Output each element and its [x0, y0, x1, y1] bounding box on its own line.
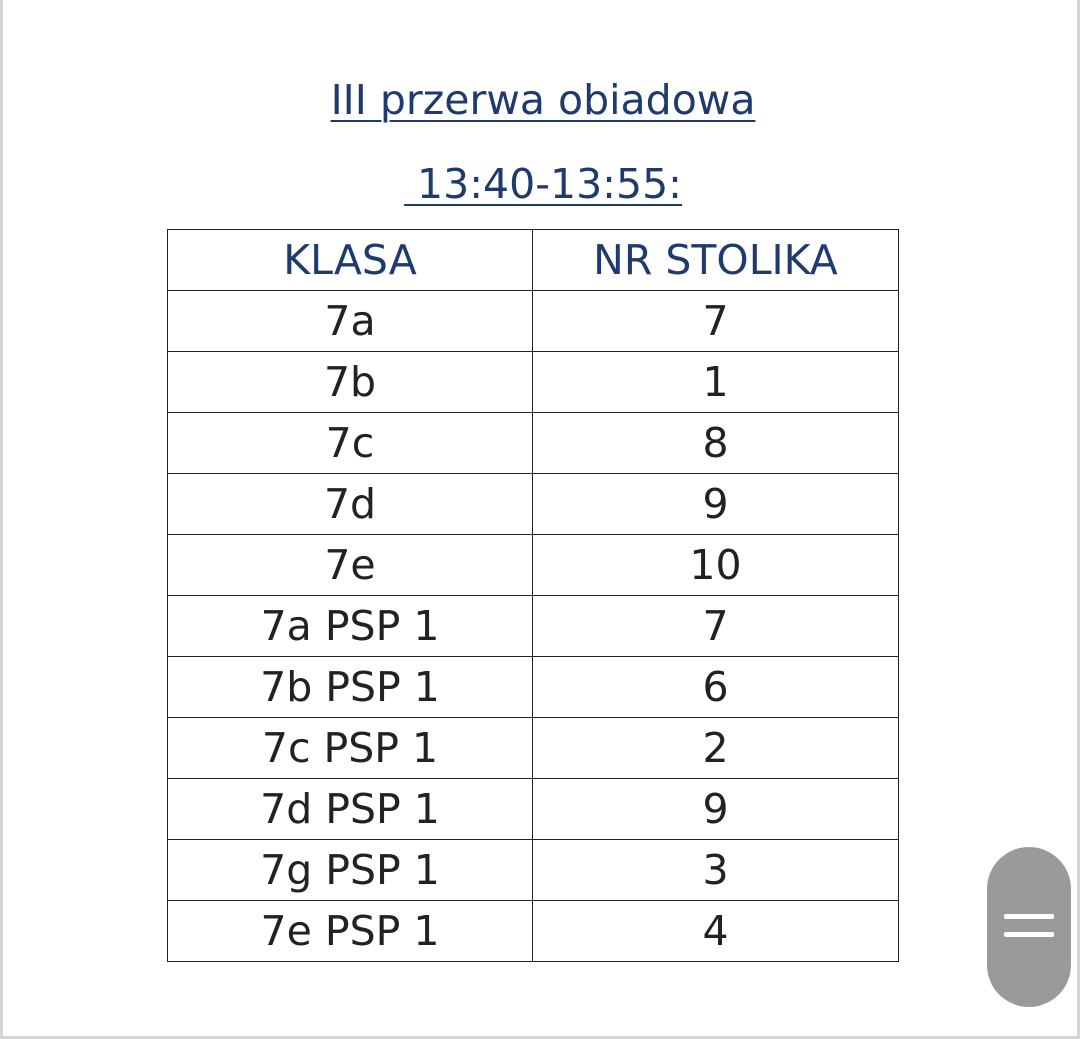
table-number-cell: 2 [533, 718, 899, 779]
time-range-text: 13:40-13:55: [404, 160, 682, 208]
table-row [168, 901, 899, 962]
table-row [168, 413, 899, 474]
table-number-cell: 10 [533, 535, 899, 596]
grip-line-bottom [1004, 932, 1054, 937]
class-cell: 7d [168, 474, 533, 535]
table-row [168, 535, 899, 596]
class-cell: 7c [168, 413, 533, 474]
table-number-cell: 9 [533, 779, 899, 840]
class-cell: 7c PSP 1 [168, 718, 533, 779]
table-number-cell: 7 [533, 291, 899, 352]
table-number-cell: 8 [533, 413, 899, 474]
class-cell: 7b PSP 1 [168, 657, 533, 718]
class-cell: 7e [168, 535, 533, 596]
table-number-cell: 9 [533, 474, 899, 535]
table-number-cell: 3 [533, 840, 899, 901]
table-row [168, 596, 899, 657]
table-number-cell: 7 [533, 596, 899, 657]
fast-scroll-handle[interactable] [987, 847, 1071, 1007]
grip-line-top [1004, 914, 1054, 919]
table-number-cell: 6 [533, 657, 899, 718]
table-row [168, 474, 899, 535]
header-table-number: NR STOLIKA [533, 230, 899, 291]
table-row [168, 657, 899, 718]
table-row [168, 779, 899, 840]
table-number-cell: 1 [533, 352, 899, 413]
time-range-subtitle [3, 158, 1080, 210]
class-cell: 7a PSP 1 [168, 596, 533, 657]
page-title [3, 74, 1080, 126]
table-assignment-table [167, 229, 899, 962]
table-header-row [168, 230, 899, 291]
table-row [168, 840, 899, 901]
table-number-cell: 4 [533, 901, 899, 962]
page-title-text: III przerwa obiadowa [330, 76, 756, 124]
class-cell: 7e PSP 1 [168, 901, 533, 962]
class-cell: 7d PSP 1 [168, 779, 533, 840]
class-cell: 7g PSP 1 [168, 840, 533, 901]
header-class: KLASA [168, 230, 533, 291]
table-row [168, 352, 899, 413]
class-cell: 7b [168, 352, 533, 413]
table-row [168, 718, 899, 779]
class-cell: 7a [168, 291, 533, 352]
table-row [168, 291, 899, 352]
